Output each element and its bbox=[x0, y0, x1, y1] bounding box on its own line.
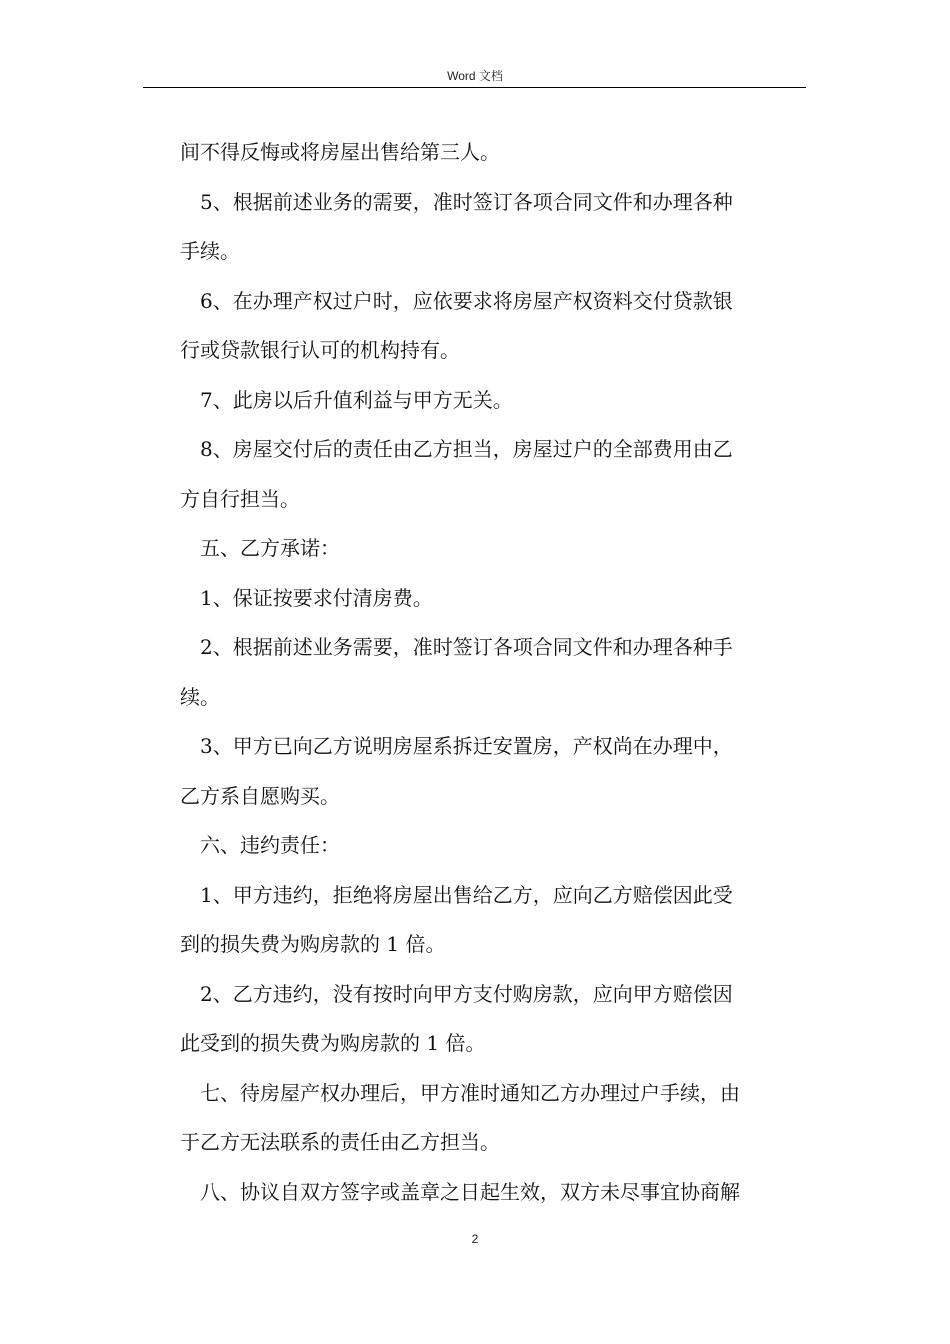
header-divider bbox=[143, 87, 806, 88]
page-header: Word 文档 bbox=[447, 69, 503, 83]
text-line: 续。 bbox=[180, 684, 220, 709]
page-number: 2 bbox=[471, 1232, 479, 1246]
text-line: 于乙方无法联系的责任由乙方担当。 bbox=[180, 1130, 500, 1154]
section-heading: 八、协议自双方签字或盖章之日起生效，双方未尽事宜协商解 bbox=[200, 1179, 740, 1204]
text-line: 手续。 bbox=[180, 239, 240, 263]
text-line: 行或贷款银行认可的机构持有。 bbox=[180, 338, 460, 362]
text-line: 2、乙方违约，没有按时向甲方支付购房款，应向甲方赔偿因 bbox=[200, 981, 733, 1006]
text-line: 间不得反悔或将房屋出售给第三人。 bbox=[180, 140, 500, 164]
section-heading: 五、乙方承诺： bbox=[200, 536, 340, 560]
text-line: 7、此房以后升值利益与甲方无关。 bbox=[200, 387, 513, 412]
text-line: 3、甲方已向乙方说明房屋系拆迁安置房，产权尚在办理中， bbox=[200, 734, 733, 758]
text-line: 5、根据前述业务的需要，准时签订各项合同文件和办理各种 bbox=[200, 189, 733, 214]
text-line: 此受到的损失费为购房款的 1 倍。 bbox=[180, 1031, 486, 1055]
text-line: 1、甲方违约，拒绝将房屋出售给乙方，应向乙方赔偿因此受 bbox=[200, 882, 733, 907]
text-line: 到的损失费为购房款的 1 倍。 bbox=[180, 932, 446, 956]
document-body bbox=[180, 128, 800, 1217]
section-heading: 七、待房屋产权办理后，甲方准时通知乙方办理过户手续，由 bbox=[200, 1080, 740, 1105]
text-line: 6、在办理产权过户时，应依要求将房屋产权资料交付贷款银 bbox=[200, 288, 733, 313]
text-line: 方自行担当。 bbox=[180, 486, 300, 511]
text-line: 8、房屋交付后的责任由乙方担当，房屋过户的全部费用由乙 bbox=[200, 437, 733, 461]
text-line: 乙方系自愿购买。 bbox=[180, 783, 340, 808]
text-line: 2、根据前述业务需要，准时签订各项合同文件和办理各种手 bbox=[200, 635, 733, 659]
section-heading: 六、违约责任： bbox=[200, 833, 340, 857]
text-line: 1、保证按要求付清房费。 bbox=[200, 585, 433, 610]
